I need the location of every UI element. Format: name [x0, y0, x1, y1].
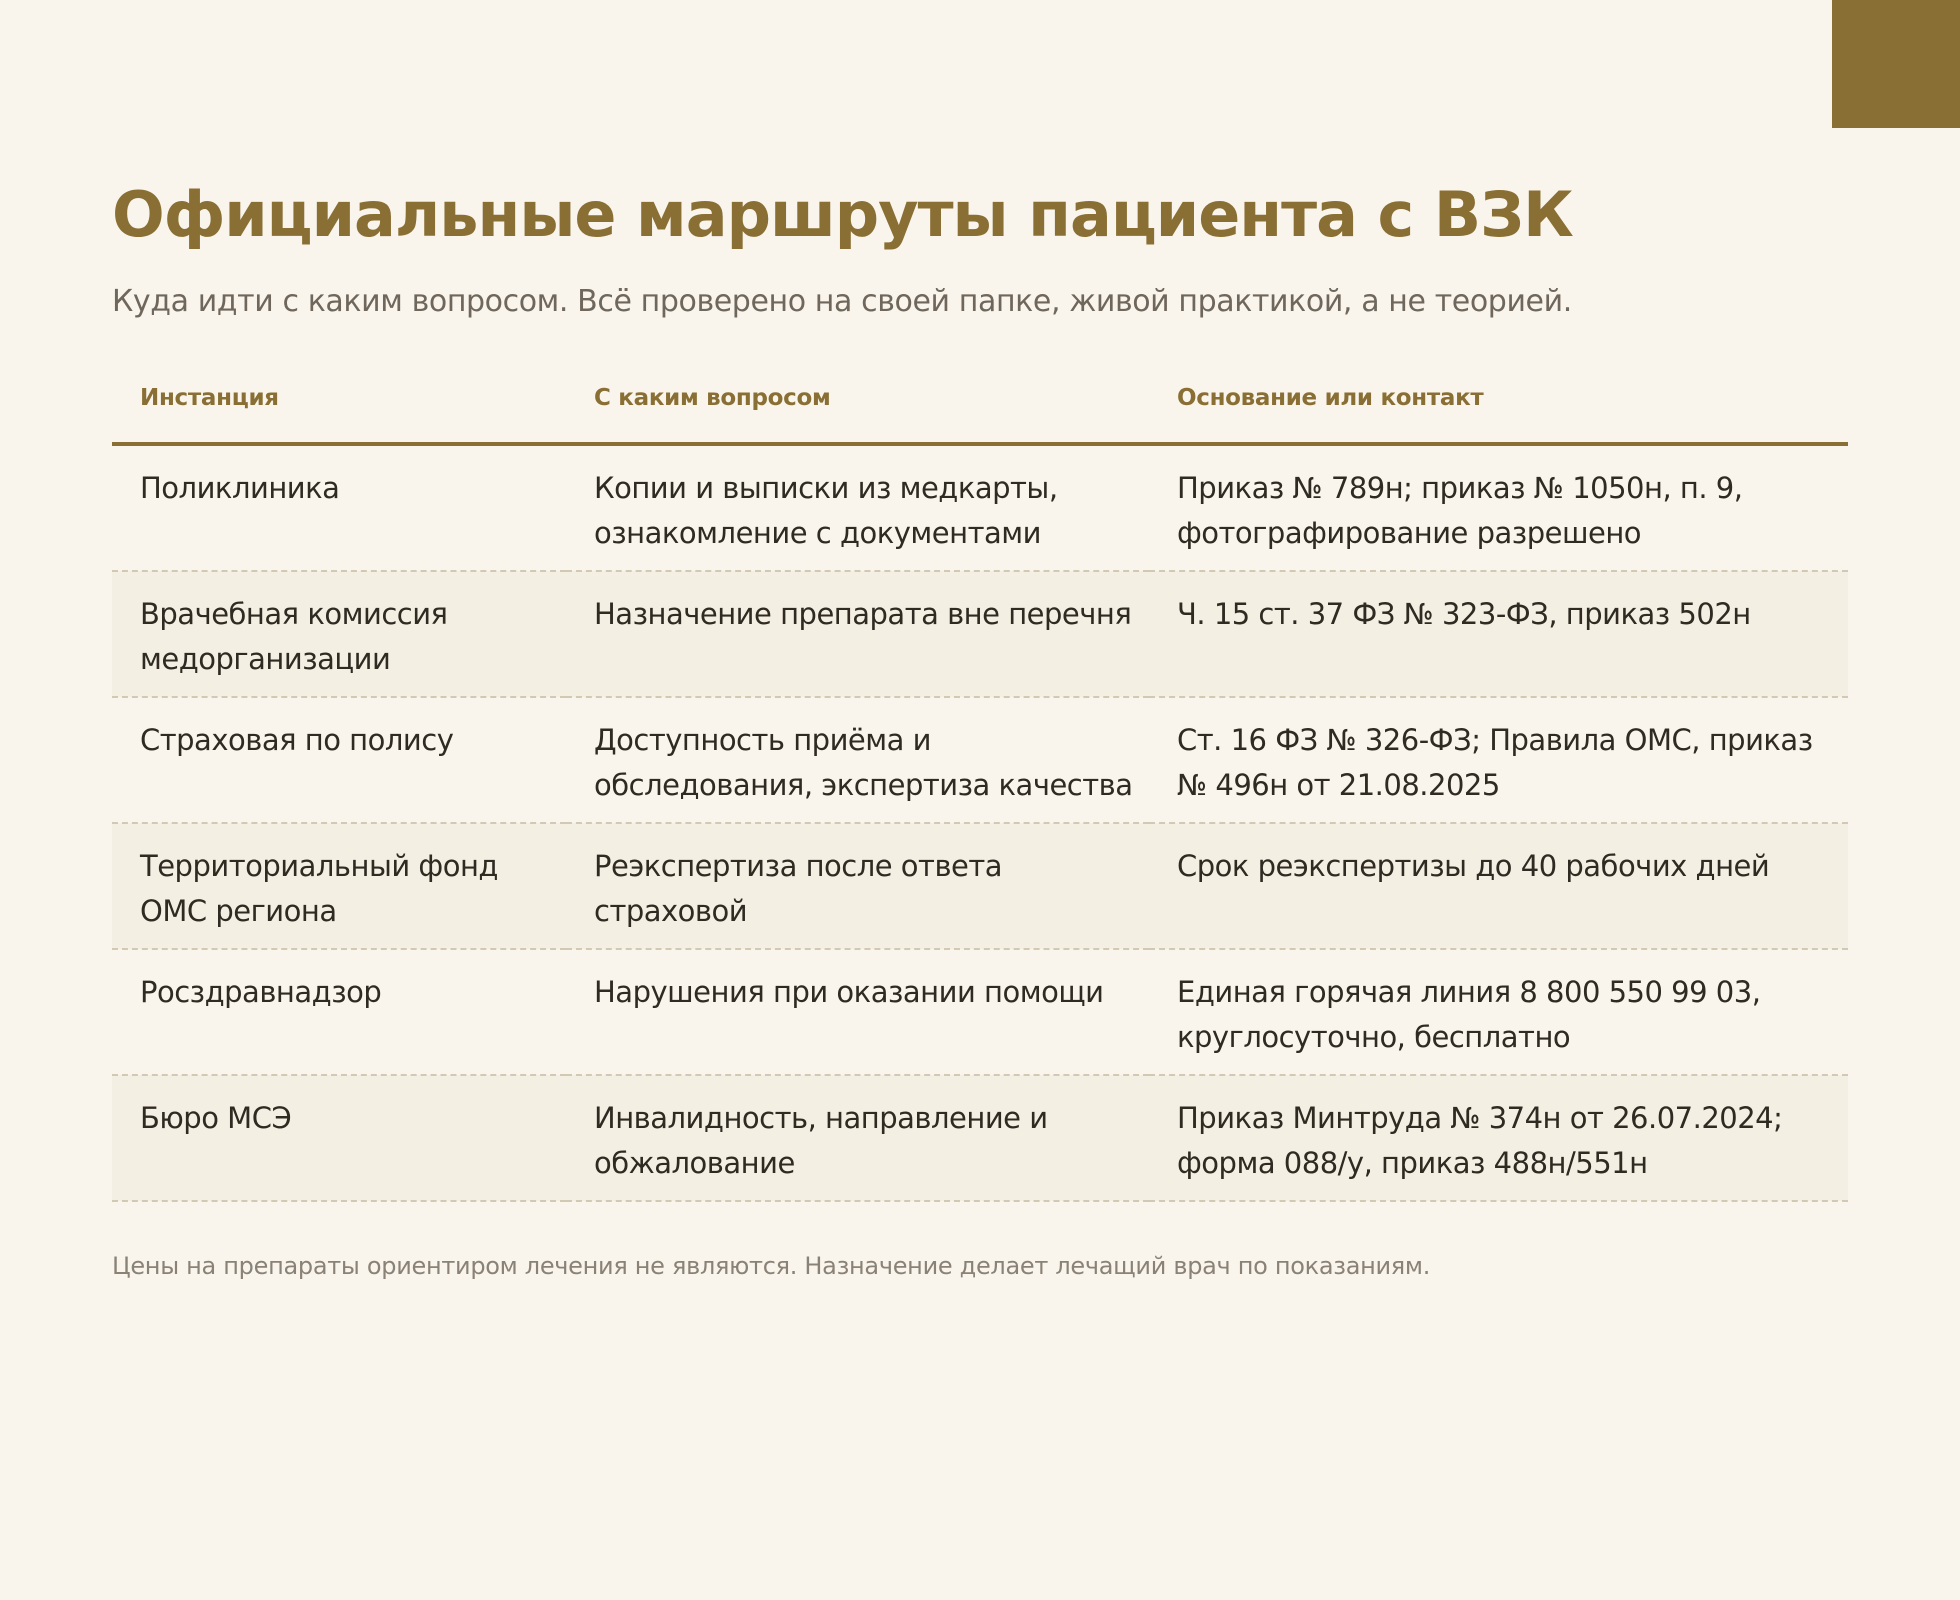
footnote: Цены на препараты ориентиром лечения не являются. Назначение делает лечащий врач по показаниям.: [112, 1252, 1431, 1280]
cell-basis: Единая горячая линия 8 800 550 99 03, круглосуточно, бесплатно: [1149, 949, 1848, 1075]
cell-authority: Территориальный фонд ОМС региона: [112, 823, 566, 949]
corner-accent-block: [1832, 0, 1960, 128]
cell-authority: Бюро МСЭ: [112, 1075, 566, 1201]
header-authority: Инстанция: [112, 382, 566, 444]
table-row: [112, 949, 1848, 1075]
page-subtitle: Куда идти с каким вопросом. Всё проверено на своей папке, живой практикой, а не теорией.: [112, 284, 1572, 319]
cell-basis: Срок реэкспертизы до 40 рабочих дней: [1149, 823, 1848, 949]
table-row: [112, 697, 1848, 823]
table-header: [112, 382, 1848, 444]
cell-question: Доступность приёма и обследования, экспертиза качества: [566, 697, 1149, 823]
cell-authority: Врачебная комиссия медорганизации: [112, 571, 566, 697]
page-content: [112, 170, 1848, 1282]
cell-authority: Поликлиника: [112, 444, 566, 571]
table-row: [112, 571, 1848, 697]
cell-basis: Приказ Минтруда № 374н от 26.07.2024; форма 088/у, приказ 488н/551н: [1149, 1075, 1848, 1201]
cell-basis: Ст. 16 ФЗ № 326-ФЗ; Правила ОМС, приказ № 496н от 21.08.2025: [1149, 697, 1848, 823]
cell-question: Копии и выписки из медкарты, ознакомление с документами: [566, 444, 1149, 571]
cell-question: Назначение препарата вне перечня: [566, 571, 1149, 697]
cell-question: Инвалидность, направление и обжалование: [566, 1075, 1149, 1201]
routes-table: [112, 382, 1848, 1202]
table-row: [112, 444, 1848, 571]
cell-question: Нарушения при оказании помощи: [566, 949, 1149, 1075]
header-row: [112, 382, 1848, 444]
cell-basis: Ч. 15 ст. 37 ФЗ № 323-ФЗ, приказ 502н: [1149, 571, 1848, 697]
header-question: С каким вопросом: [566, 382, 1149, 444]
table-row: [112, 1075, 1848, 1201]
cell-authority: Росздравнадзор: [112, 949, 566, 1075]
cell-question: Реэкспертиза после ответа страховой: [566, 823, 1149, 949]
cell-basis: Приказ № 789н; приказ № 1050н, п. 9, фотографирование разрешено: [1149, 444, 1848, 571]
table-body: [112, 444, 1848, 1201]
page-title: Официальные маршруты пациента с ВЗК: [112, 178, 1573, 251]
header-basis: Основание или контакт: [1149, 382, 1848, 444]
table-row: [112, 823, 1848, 949]
cell-authority: Страховая по полису: [112, 697, 566, 823]
